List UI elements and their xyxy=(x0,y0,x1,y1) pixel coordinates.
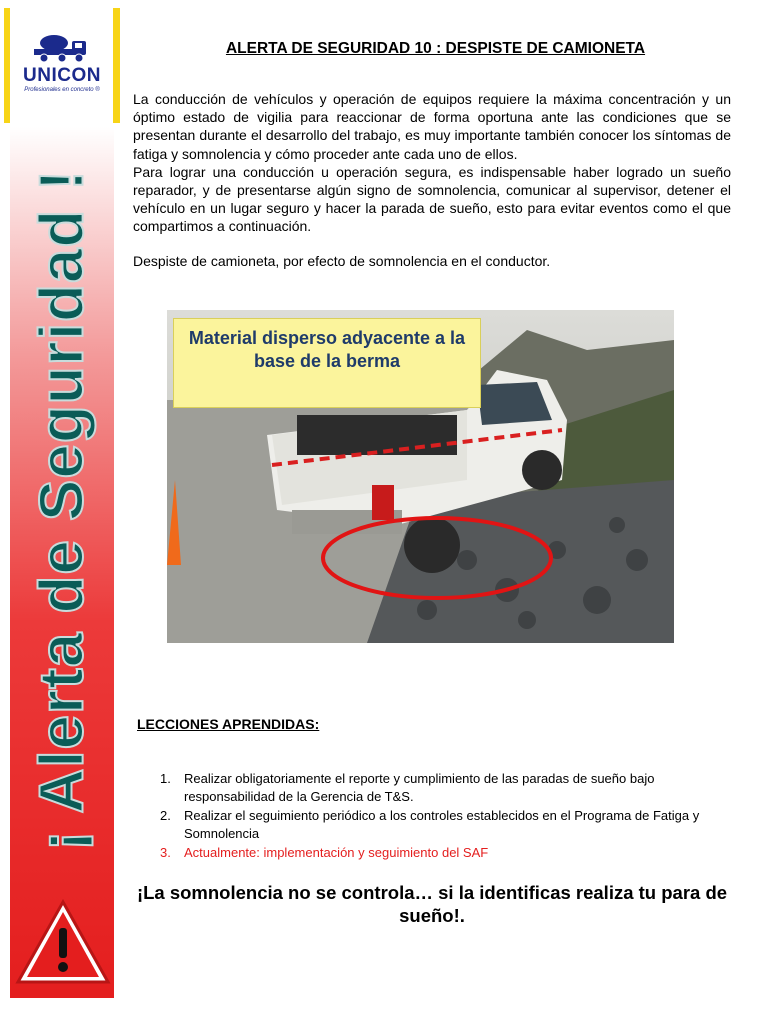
lesson-number: 2. xyxy=(160,807,171,823)
lesson-item xyxy=(160,770,740,807)
mixer-truck-icon xyxy=(32,33,90,65)
yellow-strip-left xyxy=(4,8,10,123)
lessons-heading: LECCIONES APRENDIDAS: xyxy=(137,716,320,732)
photo-callout-text: Material disperso adyacente a la base de la berma xyxy=(188,328,466,371)
incident-description: Despiste de camioneta, por efecto de somnolencia en el conductor. xyxy=(133,253,551,269)
yellow-strip-right xyxy=(113,8,120,123)
logo-name: UNICON xyxy=(23,65,101,86)
intro-paragraph-1: La conducción de vehículos y operación de equipos requiere la máxima concentración y un óptimo estado de vigilia para reaccionar de forma oportuna ante las condiciones que se presentan durante el desarrollo del trabajo, es muy importante también conocer los síntomas de fatiga y somnolencia y cómo proceder ante cada uno de ellos. xyxy=(133,91,731,162)
intro-paragraph xyxy=(133,90,731,236)
logo-tagline: Profesionales en concreto ® xyxy=(24,87,100,93)
closing-message: ¡La somnolencia no se controla… si la identificas realiza tu para de sueño!. xyxy=(136,882,728,926)
photo-callout xyxy=(173,318,481,408)
lesson-number: 1. xyxy=(160,771,171,786)
lesson-text: Actualmente: implementación y seguimiento del SAF xyxy=(184,844,489,860)
unicon-logo xyxy=(18,27,106,99)
lesson-text: Realizar el seguimiento periódico a los controles establecidos en el Programa de Fatiga y Somnolencia xyxy=(184,807,700,842)
lessons-list xyxy=(160,770,740,862)
intro-paragraph-2: Para lograr una conducción u operación segura, es indispensable haber logrado un sueño reparador, y de presentarse algún signo de somnolencia, comunicar al supervisor, detener el vehículo en un lugar seguro y hacer la parada de sueño, esto para evitar eventos como el que compartimos a continuación. xyxy=(133,163,731,235)
lesson-item xyxy=(160,807,740,844)
warning-triangle-icon xyxy=(14,898,112,988)
lesson-number: 3. xyxy=(160,844,171,860)
lesson-item xyxy=(160,844,740,862)
page-title: ALERTA DE SEGURIDAD 10 : DESPISTE DE CAMIONETA xyxy=(225,40,646,57)
lesson-text: Realizar obligatoriamente el reporte y cumplimiento de las paradas de sueño bajo responsabilidad de la Gerencia de T&S. xyxy=(184,771,655,805)
vertical-banner-text: ¡ Alerta de Seguridad ! xyxy=(27,168,97,852)
